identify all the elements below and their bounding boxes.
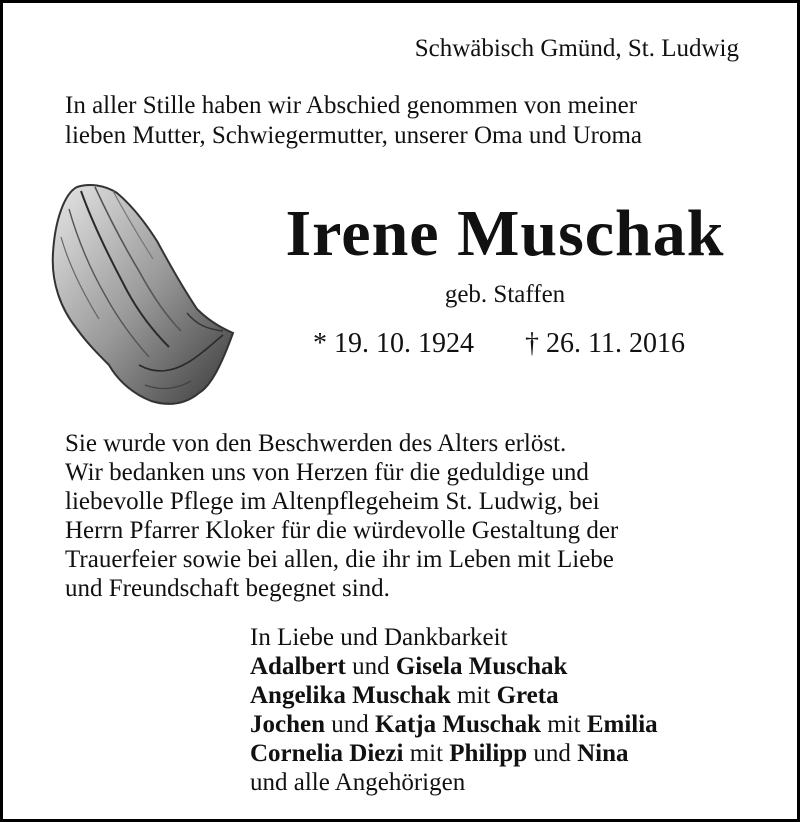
mourner-name: Angelika Muschak [250,682,451,709]
signature-line [250,681,770,710]
joiner: mit [540,711,587,738]
joiner: mit [450,682,497,709]
death-date: † 26. 11. 2016 [525,328,685,359]
body-line: Herrn Pfarrer Kloker für die würdevolle Gestaltung der [65,517,619,544]
praying-hands-icon [47,179,237,411]
intro-text [65,91,765,151]
place-line: Schwäbisch Gmünd, St. Ludwig [414,35,739,62]
mourner-name: Katja Muschak [375,711,541,738]
mourner-name: Philipp [449,740,528,767]
birth-name: geb. Staffen [444,281,566,308]
signature-closing: und alle Angehörigen [250,769,466,796]
body-line: und Freundschaft begegnet sind. [65,575,390,602]
intro-line: In aller Stille haben wir Abschied genommen von meiner [65,92,638,119]
signature-line [250,652,770,681]
body-line: Wir bedanken uns von Herzen für die geduldige und [65,459,589,486]
body-line: Trauerfeier sowie bei allen, die ihr im Leben mit Liebe [65,546,614,573]
mourner-name: Nina [577,740,629,767]
mourner-name: Greta [496,682,559,709]
mourner-name: Gisela Muschak [395,653,568,680]
mourner-name: Adalbert [250,653,346,680]
signature-line [250,710,770,739]
life-dates [313,326,685,362]
mourner-name: Jochen [250,711,325,738]
deceased-name: Irene Muschak [285,197,725,270]
body-text [65,429,785,603]
body-line: liebevolle Pflege im Altenpflegeheim St. Ludwig, bei [65,488,600,515]
signature-opening: In Liebe und Dankbarkeit [250,624,508,651]
joiner: mit [403,740,450,767]
signature-block [250,623,770,797]
joiner: und [345,653,396,680]
intro-line: lieben Mutter, Schwiegermutter, unserer Oma und Uroma [65,122,642,149]
joiner: und [325,711,375,738]
joiner: und [527,740,578,767]
body-line: Sie wurde von den Beschwerden des Alters erlöst. [65,430,567,457]
mourner-name: Emilia [586,711,658,738]
birth-date: * 19. 10. 1924 [313,328,474,359]
mourner-name: Cornelia Diezi [250,740,404,767]
signature-line [250,739,770,768]
